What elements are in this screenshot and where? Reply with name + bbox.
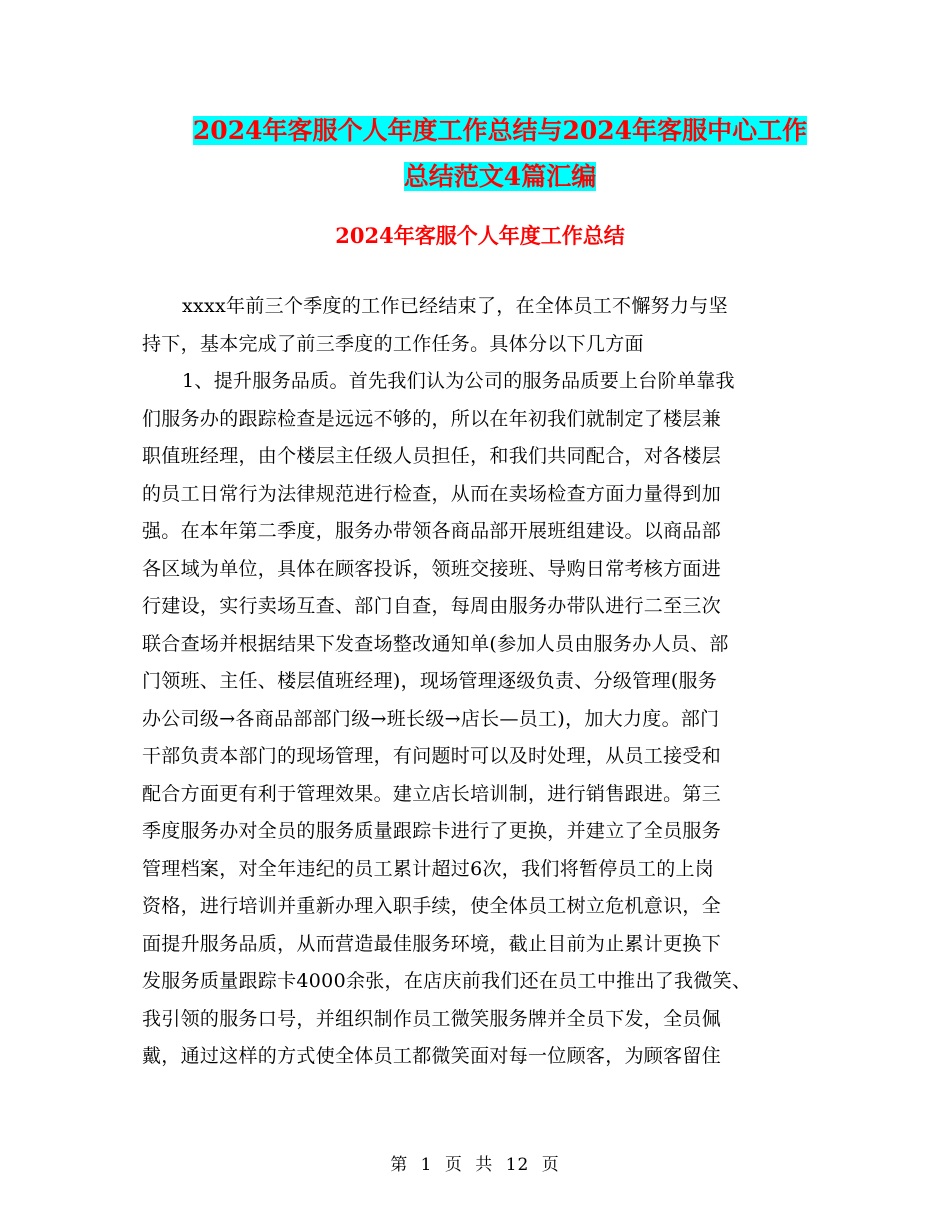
title-line-1: 2024年客服个人年度工作总结与2024年客服中心工作 [192,116,808,145]
paragraph-line: 我引领的服务口号，并组织制作员工微笑服务牌并全员下发，全员佩 [142,1007,722,1030]
footer-total-pages: 12 [505,1155,530,1175]
paragraph-line: 发服务质量跟踪卡4000余张，在店庆前我们还在员工中推出了我微笑、 [142,970,752,992]
document-title [140,108,860,200]
paragraph-line: 强。在本年第二季度，服务办带领各商品部开展班组建设。以商品部 [142,520,722,542]
paragraph-line: 季度服务办对全员的服务质量跟踪卡进行了更换，并建立了全员服务 [142,820,722,842]
paragraph-line: 1、提升服务品质。首先我们认为公司的服务品质要上台阶单靠我 [182,370,735,392]
paragraph-line: 资格，进行培训并重新办理入职手续，使全体员工树立危机意识，全 [142,895,722,917]
footer-prefix: 第 [390,1155,409,1175]
page-footer [0,1150,950,1175]
paragraph-line: 各区域为单位，具体在顾客投诉，领班交接班、导购日常考核方面进 [142,557,722,580]
paragraph-line: 戴，通过这样的方式使全体员工都微笑面对每一位顾客，为顾客留住 [142,1045,722,1067]
paragraph-line: 的员工日常行为法律规范进行检查，从而在卖场检查方面力量得到加 [142,482,722,505]
paragraph-line: 面提升服务品质，从而营造最佳服务环境，截止目前为止累计更换下 [142,932,722,955]
section-title: 2024年客服个人年度工作总结 [335,223,625,248]
paragraph-line: 门领班、主任、楼层值班经理)，现场管理逐级负责、分级管理(服务 [142,670,718,692]
paragraph-line: 职值班经理，由个楼层主任级人员担任，和我们共同配合，对各楼层 [142,445,722,467]
footer-mid1: 页 [444,1155,463,1175]
paragraph-line: 管理档案，对全年违纪的员工累计超过6次，我们将暂停员工的上岗 [142,857,715,880]
footer-page-number: 1 [420,1155,433,1175]
paragraph-line: 干部负责本部门的现场管理，有问题时可以及时处理，从员工接受和 [142,745,722,767]
body-text [142,288,822,1076]
paragraph-line: 办公司级→各商品部部门级→班长级→店长—员工)，加大力度。部门 [142,707,720,730]
paragraph-line: 行建设，实行卖场互查、部门自查，每周由服务办带队进行二至三次 [142,595,722,617]
footer-mid2: 共 [475,1155,494,1175]
paragraph-line: 们服务办的跟踪检查是远远不够的，所以在年初我们就制定了楼层兼 [142,407,722,430]
title-line-2: 总结范文4篇汇编 [403,162,597,191]
footer-suffix: 页 [541,1155,560,1175]
paragraph-line: 联合查场并根据结果下发查场整改通知单(参加人员由服务办人员、部 [142,632,729,655]
paragraph-line: xxxx年前三个季度的工作已经结束了，在全体员工不懈努力与坚 [182,295,728,317]
paragraph-line: 配合方面更有利于管理效果。建立店长培训制，进行销售跟进。第三 [142,782,722,805]
paragraph-line: 持下，基本完成了前三季度的工作任务。具体分以下几方面 [142,332,644,355]
